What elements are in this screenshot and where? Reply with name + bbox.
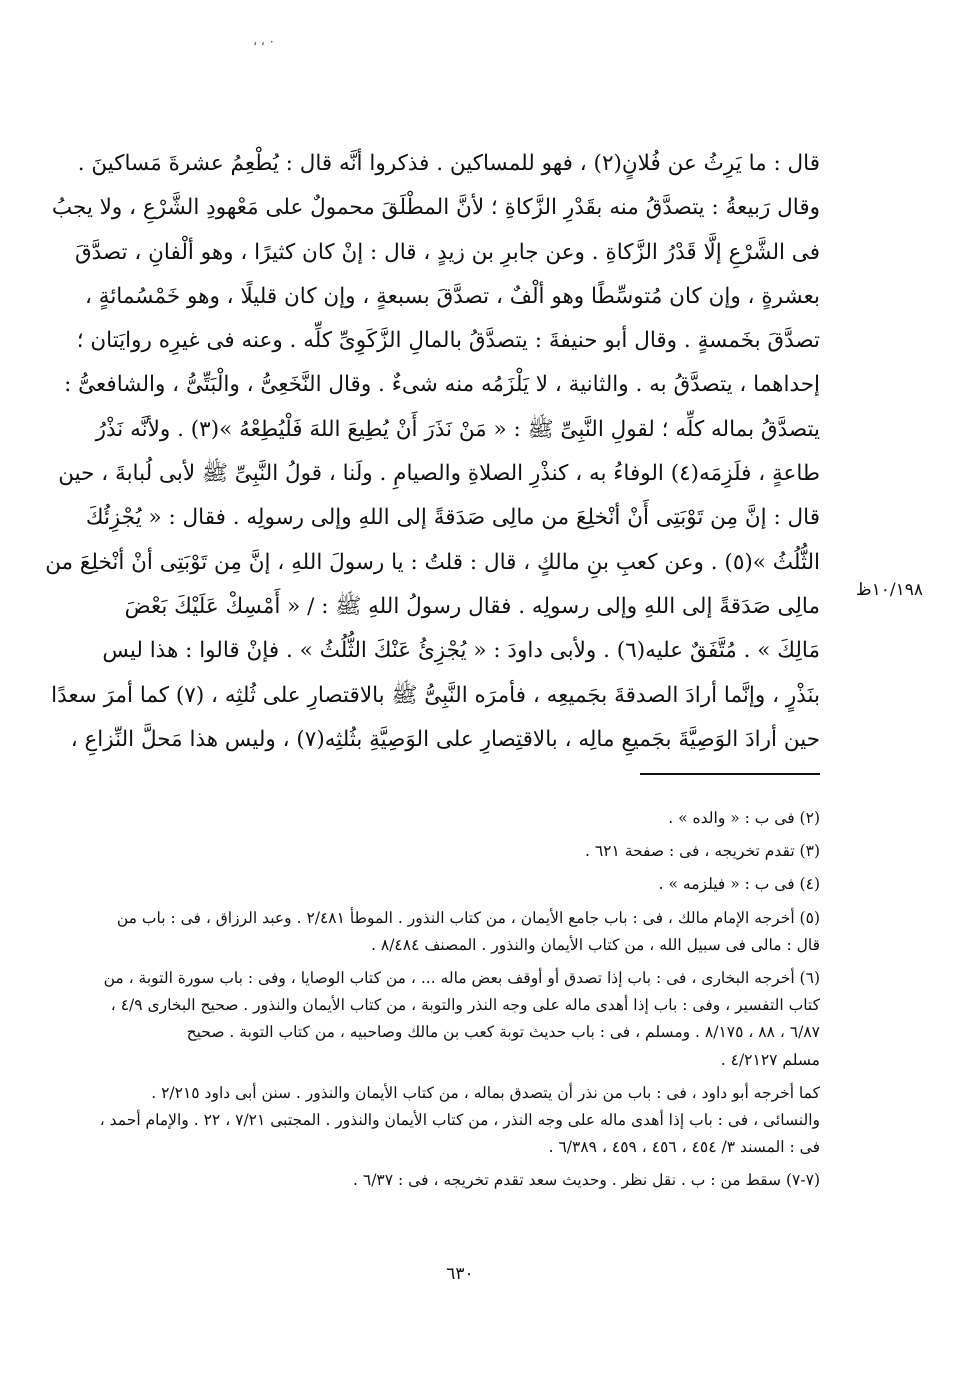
footnote-line: مسلم ٤/٢١٢٧ . bbox=[720, 1050, 820, 1069]
main-text bbox=[45, 142, 820, 762]
footnote-line: فى : المسند ٣/ ٤٥٤ ، ٤٥٦ ، ٤٥٩ ، ٦/٣٨٩ . bbox=[548, 1138, 820, 1157]
body-line: إحداهما ، يتصدَّقُ به . والثانية ، لا يَلْزَمُه منه شىءٌ . وقال النَّخَعِىُّ ، والْبَتِّىُّ ، والشافعىُّ : bbox=[64, 372, 820, 398]
footnote-line: (٦) أخرجه البخارى ، فى : باب إذا تصدق أو أوقف بعض ماله ... ، من كتاب الوصايا ، وفى : باب سورة التوبة ، من bbox=[103, 968, 820, 987]
footnote-separator bbox=[640, 773, 820, 775]
footnote-line: (٧-٧) سقط من : ب . نقل نظر . وحديث سعد تقدم تخريجه ، فى : ٦/٣٧ . bbox=[353, 1171, 820, 1190]
footnote bbox=[99, 1080, 820, 1162]
footnote-line: كتاب التفسير ، وفى : باب إذا أهدى ماله على وجه النذر والتوبة ، من كتاب الأيمان والنذور . صحيح البخارى ٤/٩ ، bbox=[110, 996, 820, 1015]
footnotes bbox=[99, 805, 820, 1194]
footnote bbox=[103, 965, 820, 1074]
footnote bbox=[112, 838, 820, 865]
body-line: مَالِكَ » . مُتَّفَقٌ عليه(٦) . ولأبى داودَ : « يُجْزِئُ عَنْكَ الثُّلُثُ » . فإنْ قالوا : هذا ليس bbox=[102, 638, 820, 664]
footnote-line: قال : مالى فى سبيل الله ، من كتاب الأيمان والنذور . المصنف ٨/٤٨٤ . bbox=[371, 935, 820, 954]
body-line: مالِى صَدَقةً إلى اللهِ وإلى رسولِه . فقال رسولُ اللهِ ﷺ : / « أَمْسِكْ عَلَيْكَ بَعْضَ bbox=[124, 593, 820, 619]
footnote bbox=[112, 905, 820, 959]
body-line: الثُّلُثُ »(٥) . وعن كعبِ بنِ مالكٍ ، قال : قلتُ : يا رسولَ اللهِ ، إنَّ مِن تَوْبَتِى أنْ أنْخلِعَ من bbox=[45, 549, 820, 575]
footnote bbox=[112, 871, 820, 898]
footnote-line: (٤) فى ب : « فيلزمه » . bbox=[658, 875, 820, 894]
footnote-line: (٢) فى ب : « والده » . bbox=[668, 809, 820, 827]
body-line: وقال رَبيعةُ : يتصدَّقُ منه بقَدْرِ الزَّكاةِ ؛ لأنَّ المطْلَقَ محمولٌ على مَعْهودِ الشَّرْعِ ، ولا يجبُ bbox=[51, 195, 820, 221]
body-line: بعشرةٍ ، وإن كان مُتوسِّطًا وهو ألْفٌ ، تصدَّقَ بسبعةٍ ، وإن كان قليلًا ، وهو خَمْسُمائةٍ ، bbox=[85, 283, 820, 309]
footnote-line: والنسائى ، فى : باب إذا أهدى ماله على وجه النذر ، من كتاب الأيمان والنذور . المجتبى ٧/٢١ ، ٢٢ . والإمام أحمد ، bbox=[99, 1110, 820, 1129]
body-line: قال : ما يَرِثُ عن فُلانٍ(٢) ، فهو للمساكين . فذكروا أنَّه قال : يُطْعِمُ عشرةَ مَساكينَ . bbox=[77, 151, 820, 176]
body-line: يتصدَّقُ بماله كلِّه ؛ لقولِ النَّبِىِّ ﷺ : « مَنْ نَذَرَ أَنْ يُطِيعَ اللهَ فَلْيُطِعْهُ »(٣) . ولأنَّه نَذْرُ bbox=[95, 416, 820, 442]
footnote bbox=[112, 1167, 820, 1194]
footnote bbox=[112, 805, 820, 832]
margin-folio-note: ١٠/١٩٨ظ bbox=[855, 580, 923, 600]
body-line: قال : إنَّ مِن تَوْبَتِى أَنْ أنْخلِعَ من مالِى صَدَقةً إلى اللهِ وإلى رسولِه . فقال : « يُجْزِئُكَ bbox=[85, 505, 820, 531]
body-line: تصدَّقَ بخَمسةٍ . وقال أبو حنيفةَ : يتصدَّقُ بالمالِ الزَّكَوِىِّ كلِّه . وعنه فى غيرِه روايَتان ؛ bbox=[76, 328, 820, 354]
top-marks: ٠ ، ، bbox=[253, 34, 275, 48]
body-line: فى الشَّرْعِ إلَّا قَدْرُ الزَّكاةِ . وعن جابرِ بن زيدٍ ، قال : إنْ كان كثيرًا ، وهو ألْفانِ ، تصدَّقَ bbox=[74, 239, 820, 265]
footnote-line: (٣) تقدم تخريجه ، فى : صفحة ٦٢١ . bbox=[584, 842, 820, 861]
page-number: ٦٣٠ bbox=[446, 1264, 474, 1284]
body-line: بنَذْرٍ ، وإنَّما أرادَ الصدقةَ بجَميعِه ، فأمرَه النَّبِىُّ ﷺ بالاقتصارِ على ثُلثِه ، (٧) كما أمرَ سعدًا bbox=[51, 682, 820, 708]
footnote-line: كما أخرجه أبو داود ، فى : باب من نذر أن يتصدق بماله ، من كتاب الأيمان والنذور . سنن أبى داود ٢/٢١٥ . bbox=[151, 1083, 820, 1102]
footnote-line: ٦/٨٧ ، ٨٨ ، ٨/١٧٥ . ومسلم ، فى : باب حديث توبة كعب بن مالك وصاحبيه ، من كتاب التوبة . صحيح bbox=[186, 1023, 820, 1042]
footnote-line: (٥) أخرجه الإمام مالك ، فى : باب جامع الأيمان ، من كتاب النذور . الموطأ ٢/٤٨١ . وعبد الرزاق ، فى : باب من bbox=[116, 908, 820, 927]
body-line: طاعةٍ ، فلَزِمَه(٤) الوفاءُ به ، كنذْرِ الصلاةِ والصيامِ . ولَنا ، قولُ النَّبِىِّ ﷺ لأبى لُبابةَ ، حين bbox=[58, 461, 820, 487]
body-line: حين أرادَ الوَصِيَّةَ بجَميعِ مالِه ، بالاقتِصارِ على الوَصِيَّةِ بثُلثِه(٧) ، وليس هذا مَحلَّ النِّزاعِ ، bbox=[70, 726, 820, 752]
